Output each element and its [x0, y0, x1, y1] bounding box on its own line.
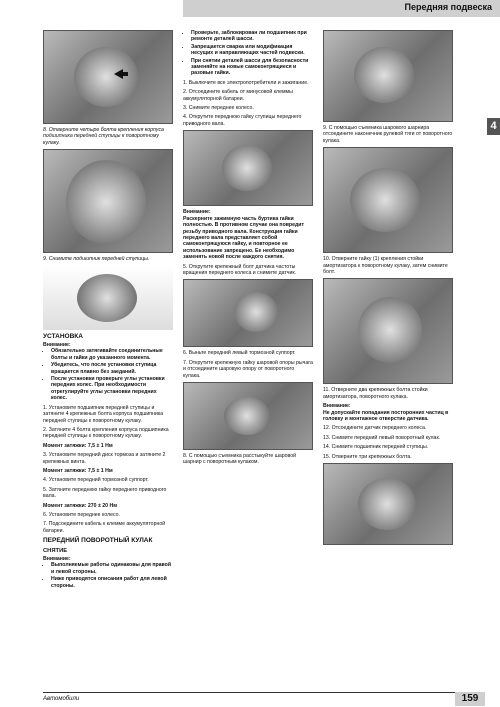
list-item: • При снятии деталей шасси для безопасности заменяйте на новые самоконтрящиеся и разовые гайки.: [191, 58, 313, 77]
safety-list: [183, 30, 313, 77]
header-bar: [183, 0, 500, 17]
photo-hub-nut: [183, 130, 313, 206]
photo-hub-bolts: [43, 30, 173, 124]
warning-label: Внимание:: [323, 403, 351, 410]
warning-text: Не допускайте попадания посторонних частиц в головку и монтажное отверстие датчика.: [323, 409, 449, 423]
caption-11: 11. Отверните два крепежных болта стойки амортизатора, поворотного кулака.: [323, 387, 428, 400]
step-7: 7. Подсоедините кабель к клемме аккумуляторной батареи.: [43, 521, 166, 534]
photo-strut-nut: [323, 147, 453, 253]
footer: [43, 692, 500, 707]
list-item: • Выполняемые работы одинаковы для правой и левой стороны.: [51, 562, 173, 575]
photo-strut-bolts: [323, 278, 453, 384]
caption-8: 8. Отверните четыре болта крепления корпуса подшипника передней ступицы к поворотному кулаку.: [43, 127, 164, 146]
torque-1: Момент затяжки: 7,5 ± 1 Нм: [43, 442, 113, 449]
step-3: 3. Установите передний диск тормоза и затяните 2 крепежных винта.: [43, 452, 166, 465]
warning-label: Внимание:: [43, 342, 71, 349]
step-7: 7. Открутите крепежную гайку шаровой опоры рычага и отсоедините шаровую опору от поворотного кулака.: [183, 359, 313, 379]
column-middle: [183, 30, 313, 469]
step-6: 6. Выньте передний левый тормозной суппорт.: [183, 350, 296, 357]
step-8: 8. С помощью съемника расстыкуйте шаровой шарнир с поворотным кулаком.: [183, 452, 296, 466]
step-2: 2. Затяните 4 болта крепления корпуса подшипника передней ступицы к поворотному кулаку.: [43, 426, 169, 440]
step-1: 1. Выключите все электропотребители и зажигание.: [183, 79, 309, 86]
list-item: • Проверьте, заблокирован ли подшипник при ремонте деталей шасси.: [191, 30, 313, 43]
step-6: 6. Установите переднее колесо.: [43, 511, 121, 518]
photo-bearing-removal: [43, 149, 173, 253]
column-right: [323, 30, 453, 548]
warning-label: Внимание:: [183, 209, 211, 216]
list-item: • Убедитесь, что после установки ступица вращается плавно без заеданий.: [51, 362, 173, 375]
caption-9: 9. Снимите подшипник передней ступицы.: [43, 256, 150, 263]
step-12: 12. Отсоедините датчик переднего колеса.: [323, 425, 427, 432]
photo-tie-rod: [323, 30, 453, 122]
warning-list: [43, 562, 173, 589]
photo-speed-sensor: [183, 279, 313, 347]
photo-ball-joint: [183, 382, 313, 450]
step-1: 1. Установите подшипник передней ступицы и затяните 4 крепежных болта корпуса подшипника передней ступицы к поворотному кулаку.: [43, 404, 164, 424]
warning-text: Раскерните зажимную часть буртика гайки полностью. В противном случае она повредит резьбу приводного вала. Конструкция гайки переднего вала представляет собой самоконтрящуюся гайку, и повторное ее использование запрещено. Ее необходимо заменять новой после каждого снятия.: [183, 215, 305, 261]
warning-label: Внимание:: [43, 556, 71, 562]
torque-2: Момент затяжки: 7,5 ± 1 Нм: [43, 467, 113, 474]
list-item: • Ниже приводятся описания работ для левой стороны.: [51, 576, 173, 589]
list-item: • Запрещается сварка или модификация несущих и направляющих частей подвески.: [191, 44, 313, 57]
step-5: 5. Открутите крепежный болт датчика частоты вращения переднего колеса и снимите датчик.: [183, 263, 297, 276]
knuckle-heading: ПЕРЕДНИЙ ПОВОРОТНЫЙ КУЛАК: [43, 537, 153, 545]
photo-knuckle-bolts: [323, 463, 453, 545]
step-3: 3. Снимите переднее колесо.: [183, 105, 254, 112]
step-2: 2. Отсоедините кабель от минусовой клеммы аккумуляторной батареи.: [183, 89, 293, 102]
step-15: 15. Отверните три крепежных болта.: [323, 453, 412, 460]
step-5: 5. Затяните переднюю гайку переднего приводного вала.: [43, 486, 167, 500]
footer-title: Автомобили: [43, 696, 80, 702]
install-heading: УСТАНОВКА: [43, 332, 83, 340]
step-14: 14. Снимите подшипник передней ступицы.: [323, 444, 429, 451]
caption-9: 9. С помощью съемника шарового шарнира отсоедините наконечник рулевой тяги от поворотного кулака.: [323, 125, 453, 144]
caption-10: 10. Отверните гайку (1) крепления стойки амортизатора к поворотному кулаку, затем снимите болт.: [323, 256, 448, 276]
page-number: 159: [455, 692, 485, 706]
footer-rule: [43, 692, 455, 693]
column-left: [43, 30, 173, 592]
list-item: • После установки проверьте углы установки передних колес. При необходимости отрегулируйте углы установки передних колес.: [51, 376, 173, 402]
step-4: 4. Установите передний тормозной суппорт.: [43, 477, 149, 484]
chapter-tab: 4: [487, 118, 500, 135]
step-4: 4. Открутите переднюю гайку ступицы переднего приводного вала.: [183, 114, 302, 127]
photo-bearing: [43, 266, 173, 330]
removal-heading: СНЯТИЕ: [43, 547, 68, 554]
warning-list: [43, 348, 173, 401]
torque-3: Момент затяжки: 270 ± 20 Нм: [43, 502, 118, 509]
list-item: • Обязательно затягивайте соединительные болты и гайки до указанного момента.: [51, 348, 173, 361]
section-title: Передняя подвеска: [404, 2, 492, 12]
step-13: 13. Снимите передний левый поворотный кулак.: [323, 434, 441, 441]
